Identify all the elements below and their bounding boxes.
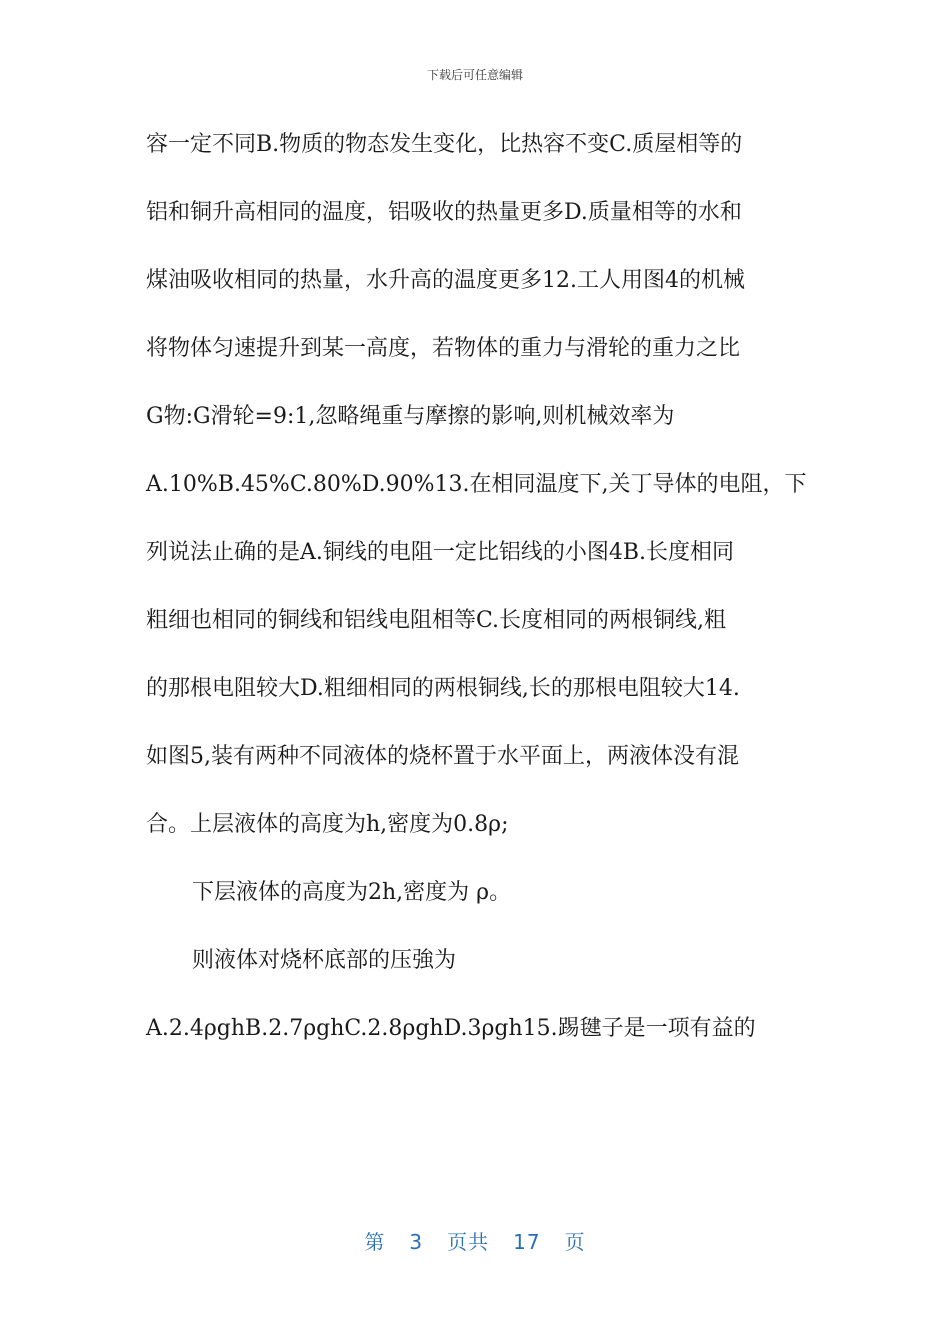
body-line: 列说法止确的是A.铜线的电阻一定比铝线的小图4B.长度相同 <box>146 540 735 565</box>
footer-suffix: 页 <box>564 1230 586 1254</box>
total-pages-number: 17 <box>513 1230 541 1254</box>
document-body <box>146 128 810 1080</box>
footer-middle: 页共 <box>447 1230 490 1254</box>
body-line: A.10%B.45%C.80%D.90%13.在相同温度下,关丁导体的电阻，下 <box>146 472 807 497</box>
body-line: G物:G滑轮=9:1,忽略绳重与摩擦的影响,则机械效率为 <box>146 404 675 429</box>
current-page-number: 3 <box>409 1230 424 1254</box>
body-line-indented: 下层液体的高度为2h,密度为 ρ。 <box>192 880 512 905</box>
header-note: 下载后可任意编辑 <box>426 68 523 82</box>
body-line: 如图5,装有两种不同液体的烧杯置于水平面上，两液体没有混 <box>146 744 739 769</box>
footer-prefix: 第 <box>364 1230 386 1254</box>
body-line: A.2.4ρghB.2.7ρghC.2.8ρghD.3ρgh15.踢毽子是一项有益的 <box>146 1016 756 1041</box>
body-line-indented: 则液体对烧杯底部的压強为 <box>192 948 457 973</box>
body-line: 铝和铜升高相同的温度，铝吸收的热量更多D.质量相等的水和 <box>146 200 742 225</box>
body-line: 合。上层液体的高度为h,密度为0.8ρ; <box>146 812 509 837</box>
body-line: 粗细也相同的铜线和铝线电阻相等C.长度相同的两根铜线,粗 <box>146 608 727 633</box>
page-footer <box>0 1226 950 1255</box>
body-line: 容一定不同B.物质的物态发生变化，比热容不变C.质屋相等的 <box>146 132 743 157</box>
body-line: 将物体匀速提升到某一高度，若物体的重力与滑轮的重力之比 <box>146 336 741 361</box>
body-line: 的那根电阻较大D.粗细相同的两根铜线,长的那根电阻较大14. <box>146 676 740 701</box>
body-line: 煤油吸收相同的热量，水升高的温度更多12.工人用图4的机械 <box>146 268 745 293</box>
